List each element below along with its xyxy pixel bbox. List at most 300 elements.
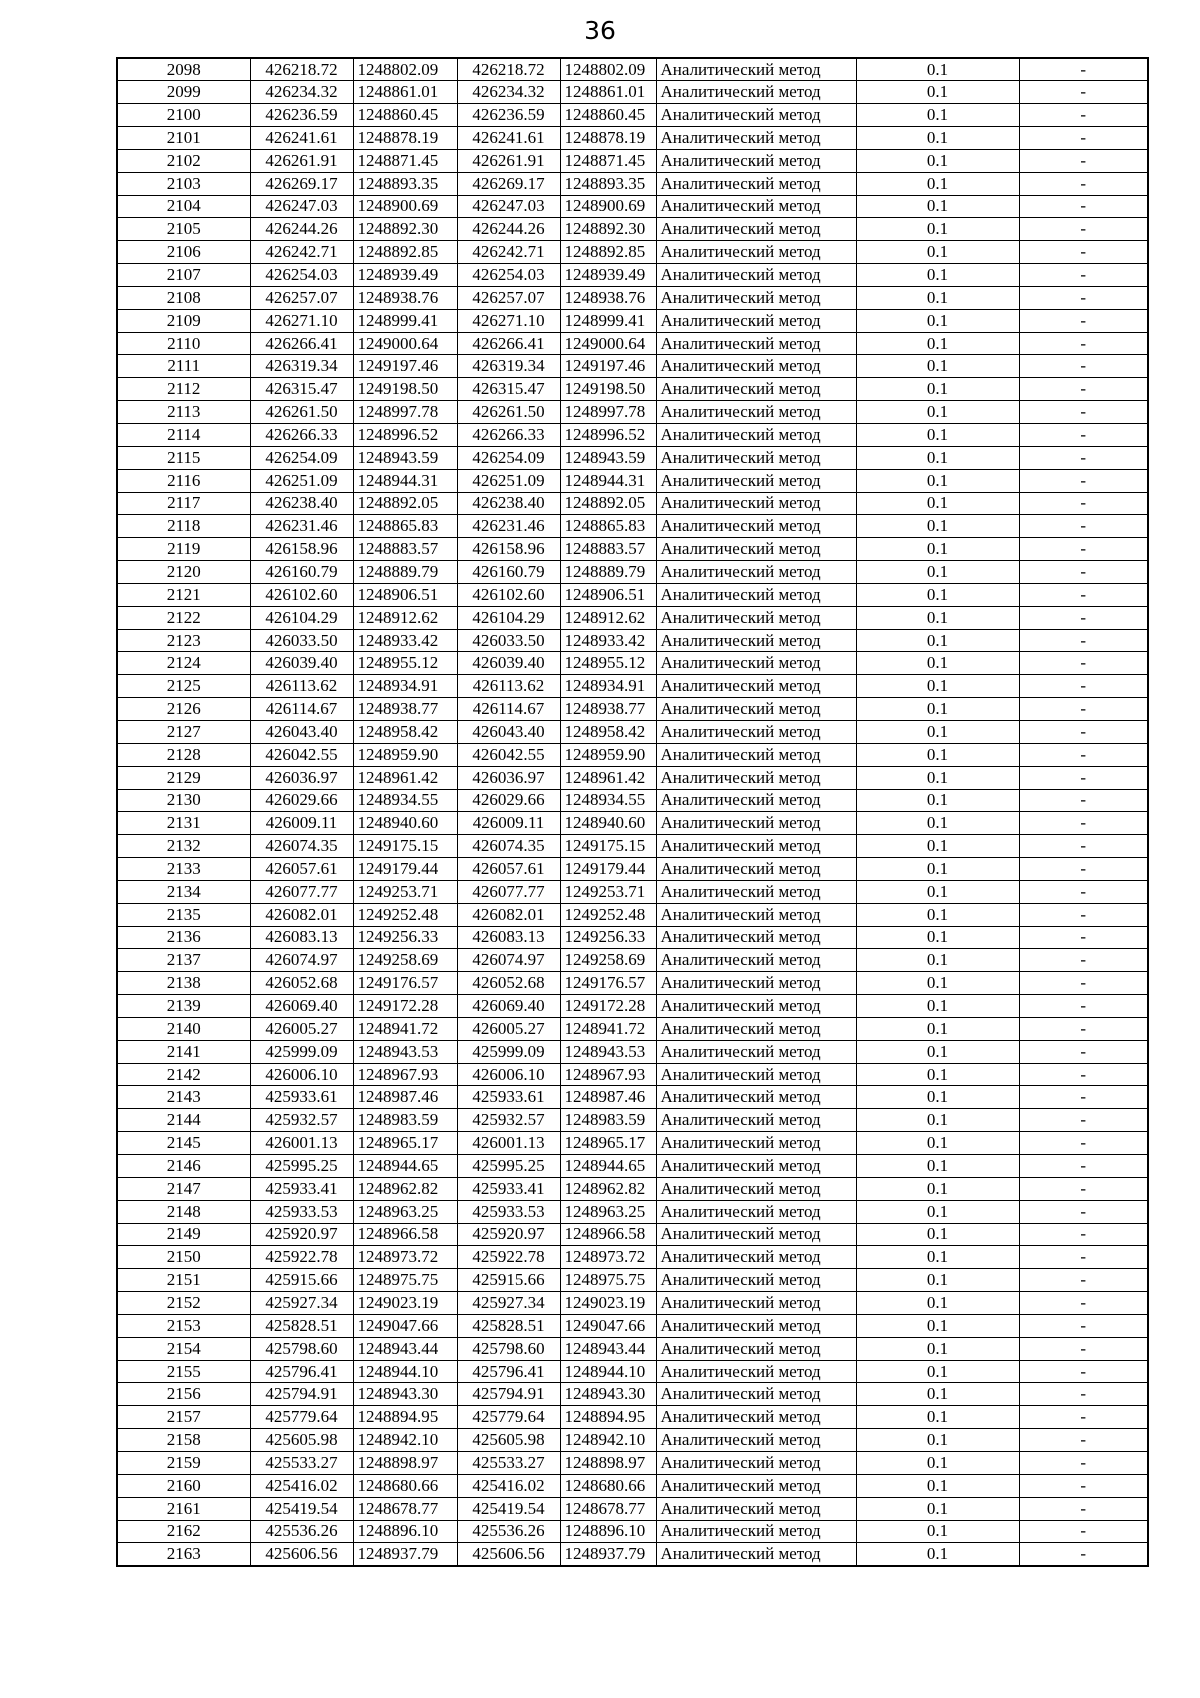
- table-row: [117, 561, 1148, 584]
- y-coordinate-2: 1248942.10: [560, 1429, 656, 1452]
- method-cell: Аналитический метод: [656, 583, 856, 606]
- dash-cell: -: [1019, 858, 1148, 881]
- accuracy-cell: 0.1: [856, 401, 1019, 424]
- x-coordinate-2: 426238.40: [457, 492, 560, 515]
- y-coordinate-2: 1249253.71: [560, 880, 656, 903]
- x-coordinate: 426269.17: [250, 172, 353, 195]
- x-coordinate-2: 425933.53: [457, 1200, 560, 1223]
- table-row: [117, 1383, 1148, 1406]
- y-coordinate: 1249198.50: [353, 378, 457, 401]
- y-coordinate: 1248938.77: [353, 698, 457, 721]
- x-coordinate: 425828.51: [250, 1314, 353, 1337]
- x-coordinate-2: 426005.27: [457, 1017, 560, 1040]
- dash-cell: -: [1019, 698, 1148, 721]
- y-coordinate: 1249258.69: [353, 949, 457, 972]
- method-cell: Аналитический метод: [656, 629, 856, 652]
- x-coordinate: 426231.46: [250, 515, 353, 538]
- point-number: 2150: [117, 1246, 250, 1269]
- method-cell: Аналитический метод: [656, 127, 856, 150]
- x-coordinate-2: 425828.51: [457, 1314, 560, 1337]
- point-number: 2136: [117, 926, 250, 949]
- y-coordinate: 1248802.09: [353, 58, 457, 81]
- x-coordinate-2: 426069.40: [457, 995, 560, 1018]
- dash-cell: -: [1019, 1223, 1148, 1246]
- table-row: [117, 1314, 1148, 1337]
- y-coordinate: 1248962.82: [353, 1177, 457, 1200]
- dash-cell: -: [1019, 1360, 1148, 1383]
- dash-cell: -: [1019, 81, 1148, 104]
- accuracy-cell: 0.1: [856, 561, 1019, 584]
- y-coordinate: 1248941.72: [353, 1017, 457, 1040]
- y-coordinate-2: 1249000.64: [560, 332, 656, 355]
- table-row: [117, 1543, 1148, 1566]
- x-coordinate-2: 426247.03: [457, 195, 560, 218]
- y-coordinate-2: 1248983.59: [560, 1109, 656, 1132]
- x-coordinate: 426266.33: [250, 424, 353, 447]
- method-cell: Аналитический метод: [656, 1292, 856, 1315]
- accuracy-cell: 0.1: [856, 355, 1019, 378]
- table-row: [117, 149, 1148, 172]
- y-coordinate-2: 1248802.09: [560, 58, 656, 81]
- table-row: [117, 1086, 1148, 1109]
- accuracy-cell: 0.1: [856, 309, 1019, 332]
- accuracy-cell: 0.1: [856, 880, 1019, 903]
- table-row: [117, 1520, 1148, 1543]
- y-coordinate-2: 1248892.85: [560, 241, 656, 264]
- accuracy-cell: 0.1: [856, 332, 1019, 355]
- y-coordinate-2: 1248965.17: [560, 1132, 656, 1155]
- method-cell: Аналитический метод: [656, 1063, 856, 1086]
- y-coordinate: 1248965.17: [353, 1132, 457, 1155]
- x-coordinate: 425915.66: [250, 1269, 353, 1292]
- page-number: 36: [584, 16, 616, 45]
- accuracy-cell: 0.1: [856, 515, 1019, 538]
- y-coordinate-2: 1248996.52: [560, 424, 656, 447]
- dash-cell: -: [1019, 515, 1148, 538]
- x-coordinate-2: 426102.60: [457, 583, 560, 606]
- x-coordinate: 426082.01: [250, 903, 353, 926]
- y-coordinate-2: 1248680.66: [560, 1474, 656, 1497]
- y-coordinate: 1249179.44: [353, 858, 457, 881]
- x-coordinate: 426057.61: [250, 858, 353, 881]
- table-row: [117, 172, 1148, 195]
- method-cell: Аналитический метод: [656, 241, 856, 264]
- x-coordinate: 426238.40: [250, 492, 353, 515]
- point-number: 2116: [117, 469, 250, 492]
- x-coordinate-2: 425915.66: [457, 1269, 560, 1292]
- method-cell: Аналитический метод: [656, 1246, 856, 1269]
- table-row: [117, 1200, 1148, 1223]
- y-coordinate-2: 1248943.59: [560, 446, 656, 469]
- accuracy-cell: 0.1: [856, 652, 1019, 675]
- dash-cell: -: [1019, 583, 1148, 606]
- x-coordinate-2: 425536.26: [457, 1520, 560, 1543]
- point-number: 2103: [117, 172, 250, 195]
- method-cell: Аналитический метод: [656, 1086, 856, 1109]
- dash-cell: -: [1019, 1543, 1148, 1566]
- dash-cell: -: [1019, 1177, 1148, 1200]
- accuracy-cell: 0.1: [856, 127, 1019, 150]
- x-coordinate: 426113.62: [250, 675, 353, 698]
- accuracy-cell: 0.1: [856, 1314, 1019, 1337]
- y-coordinate: 1248943.59: [353, 446, 457, 469]
- dash-cell: -: [1019, 469, 1148, 492]
- point-number: 2122: [117, 606, 250, 629]
- accuracy-cell: 0.1: [856, 858, 1019, 881]
- x-coordinate: 425779.64: [250, 1406, 353, 1429]
- y-coordinate: 1248889.79: [353, 561, 457, 584]
- method-cell: Аналитический метод: [656, 446, 856, 469]
- y-coordinate-2: 1248940.60: [560, 812, 656, 835]
- table-row: [117, 766, 1148, 789]
- dash-cell: -: [1019, 972, 1148, 995]
- y-coordinate: 1249023.19: [353, 1292, 457, 1315]
- table-row: [117, 1132, 1148, 1155]
- method-cell: Аналитический метод: [656, 789, 856, 812]
- y-coordinate: 1248944.10: [353, 1360, 457, 1383]
- accuracy-cell: 0.1: [856, 1474, 1019, 1497]
- y-coordinate: 1248898.97: [353, 1451, 457, 1474]
- table-row: [117, 127, 1148, 150]
- method-cell: Аналитический метод: [656, 355, 856, 378]
- dash-cell: -: [1019, 1429, 1148, 1452]
- method-cell: Аналитический метод: [656, 698, 856, 721]
- method-cell: Аналитический метод: [656, 972, 856, 995]
- method-cell: Аналитический метод: [656, 1132, 856, 1155]
- point-number: 2144: [117, 1109, 250, 1132]
- table-row: [117, 720, 1148, 743]
- accuracy-cell: 0.1: [856, 81, 1019, 104]
- point-number: 2129: [117, 766, 250, 789]
- accuracy-cell: 0.1: [856, 1246, 1019, 1269]
- point-number: 2101: [117, 127, 250, 150]
- dash-cell: -: [1019, 1017, 1148, 1040]
- accuracy-cell: 0.1: [856, 1223, 1019, 1246]
- y-coordinate: 1248934.91: [353, 675, 457, 698]
- method-cell: Аналитический метод: [656, 1474, 856, 1497]
- point-number: 2118: [117, 515, 250, 538]
- table-row: [117, 1406, 1148, 1429]
- y-coordinate-2: 1249258.69: [560, 949, 656, 972]
- method-cell: Аналитический метод: [656, 1383, 856, 1406]
- x-coordinate-2: 425932.57: [457, 1109, 560, 1132]
- point-number: 2128: [117, 743, 250, 766]
- x-coordinate: 426234.32: [250, 81, 353, 104]
- x-coordinate: 426247.03: [250, 195, 353, 218]
- point-number: 2145: [117, 1132, 250, 1155]
- y-coordinate-2: 1248878.19: [560, 127, 656, 150]
- x-coordinate-2: 426315.47: [457, 378, 560, 401]
- point-number: 2139: [117, 995, 250, 1018]
- x-coordinate-2: 426029.66: [457, 789, 560, 812]
- accuracy-cell: 0.1: [856, 606, 1019, 629]
- accuracy-cell: 0.1: [856, 766, 1019, 789]
- x-coordinate-2: 425920.97: [457, 1223, 560, 1246]
- method-cell: Аналитический метод: [656, 606, 856, 629]
- accuracy-cell: 0.1: [856, 1360, 1019, 1383]
- y-coordinate: 1248943.53: [353, 1040, 457, 1063]
- y-coordinate-2: 1248860.45: [560, 104, 656, 127]
- x-coordinate: 425606.56: [250, 1543, 353, 1566]
- dash-cell: -: [1019, 264, 1148, 287]
- x-coordinate-2: 426158.96: [457, 538, 560, 561]
- x-coordinate: 425798.60: [250, 1337, 353, 1360]
- method-cell: Аналитический метод: [656, 1155, 856, 1178]
- x-coordinate-2: 426254.03: [457, 264, 560, 287]
- x-coordinate: 425995.25: [250, 1155, 353, 1178]
- x-coordinate-2: 425419.54: [457, 1497, 560, 1520]
- table-row: [117, 606, 1148, 629]
- x-coordinate: 425999.09: [250, 1040, 353, 1063]
- y-coordinate: 1249172.28: [353, 995, 457, 1018]
- x-coordinate-2: 425933.61: [457, 1086, 560, 1109]
- method-cell: Аналитический метод: [656, 1337, 856, 1360]
- dash-cell: -: [1019, 561, 1148, 584]
- dash-cell: -: [1019, 58, 1148, 81]
- x-coordinate: 426261.91: [250, 149, 353, 172]
- table-row: [117, 858, 1148, 881]
- table-row: [117, 332, 1148, 355]
- dash-cell: -: [1019, 1132, 1148, 1155]
- table-row: [117, 378, 1148, 401]
- dash-cell: -: [1019, 675, 1148, 698]
- y-coordinate: 1248942.10: [353, 1429, 457, 1452]
- y-coordinate-2: 1248975.75: [560, 1269, 656, 1292]
- point-number: 2100: [117, 104, 250, 127]
- x-coordinate-2: 426114.67: [457, 698, 560, 721]
- point-number: 2120: [117, 561, 250, 584]
- method-cell: Аналитический метод: [656, 1451, 856, 1474]
- table-row: [117, 698, 1148, 721]
- x-coordinate-2: 425416.02: [457, 1474, 560, 1497]
- y-coordinate: 1248900.69: [353, 195, 457, 218]
- x-coordinate-2: 426113.62: [457, 675, 560, 698]
- table-row: [117, 1040, 1148, 1063]
- y-coordinate: 1248934.55: [353, 789, 457, 812]
- x-coordinate: 426104.29: [250, 606, 353, 629]
- accuracy-cell: 0.1: [856, 1200, 1019, 1223]
- point-number: 2125: [117, 675, 250, 698]
- x-coordinate-2: 425796.41: [457, 1360, 560, 1383]
- y-coordinate: 1248987.46: [353, 1086, 457, 1109]
- y-coordinate-2: 1248944.31: [560, 469, 656, 492]
- point-number: 2127: [117, 720, 250, 743]
- table-row: [117, 949, 1148, 972]
- y-coordinate-2: 1248963.25: [560, 1200, 656, 1223]
- point-number: 2161: [117, 1497, 250, 1520]
- table-row: [117, 835, 1148, 858]
- table-row: [117, 355, 1148, 378]
- dash-cell: -: [1019, 1040, 1148, 1063]
- dash-cell: -: [1019, 926, 1148, 949]
- x-coordinate: 426029.66: [250, 789, 353, 812]
- x-coordinate-2: 425779.64: [457, 1406, 560, 1429]
- point-number: 2162: [117, 1520, 250, 1543]
- table-row: [117, 1246, 1148, 1269]
- y-coordinate: 1248680.66: [353, 1474, 457, 1497]
- method-cell: Аналитический метод: [656, 561, 856, 584]
- dash-cell: -: [1019, 720, 1148, 743]
- point-number: 2153: [117, 1314, 250, 1337]
- accuracy-cell: 0.1: [856, 835, 1019, 858]
- dash-cell: -: [1019, 1337, 1148, 1360]
- y-coordinate-2: 1248999.41: [560, 309, 656, 332]
- x-coordinate: 426158.96: [250, 538, 353, 561]
- x-coordinate: 426254.03: [250, 264, 353, 287]
- y-coordinate-2: 1248955.12: [560, 652, 656, 675]
- dash-cell: -: [1019, 789, 1148, 812]
- point-number: 2154: [117, 1337, 250, 1360]
- table-row: [117, 926, 1148, 949]
- method-cell: Аналитический метод: [656, 469, 856, 492]
- y-coordinate-2: 1248861.01: [560, 81, 656, 104]
- y-coordinate-2: 1248987.46: [560, 1086, 656, 1109]
- x-coordinate-2: 426077.77: [457, 880, 560, 903]
- x-coordinate-2: 426052.68: [457, 972, 560, 995]
- y-coordinate-2: 1249175.15: [560, 835, 656, 858]
- x-coordinate: 426009.11: [250, 812, 353, 835]
- y-coordinate-2: 1248943.53: [560, 1040, 656, 1063]
- point-number: 2112: [117, 378, 250, 401]
- x-coordinate-2: 425933.41: [457, 1177, 560, 1200]
- table-row: [117, 1269, 1148, 1292]
- y-coordinate: 1248996.52: [353, 424, 457, 447]
- x-coordinate: 426043.40: [250, 720, 353, 743]
- dash-cell: -: [1019, 949, 1148, 972]
- method-cell: Аналитический метод: [656, 675, 856, 698]
- accuracy-cell: 0.1: [856, 172, 1019, 195]
- dash-cell: -: [1019, 1451, 1148, 1474]
- y-coordinate: 1248883.57: [353, 538, 457, 561]
- method-cell: Аналитический метод: [656, 1040, 856, 1063]
- method-cell: Аналитический метод: [656, 1223, 856, 1246]
- y-coordinate-2: 1249172.28: [560, 995, 656, 1018]
- y-coordinate-2: 1248889.79: [560, 561, 656, 584]
- point-number: 2141: [117, 1040, 250, 1063]
- y-coordinate-2: 1248898.97: [560, 1451, 656, 1474]
- point-number: 2163: [117, 1543, 250, 1566]
- accuracy-cell: 0.1: [856, 492, 1019, 515]
- y-coordinate: 1248944.65: [353, 1155, 457, 1178]
- point-number: 2113: [117, 401, 250, 424]
- method-cell: Аналитический метод: [656, 401, 856, 424]
- point-number: 2156: [117, 1383, 250, 1406]
- point-number: 2142: [117, 1063, 250, 1086]
- x-coordinate: 425533.27: [250, 1451, 353, 1474]
- x-coordinate: 426254.09: [250, 446, 353, 469]
- method-cell: Аналитический метод: [656, 264, 856, 287]
- y-coordinate: 1248975.75: [353, 1269, 457, 1292]
- table-row: [117, 1474, 1148, 1497]
- method-cell: Аналитический метод: [656, 1497, 856, 1520]
- accuracy-cell: 0.1: [856, 195, 1019, 218]
- dash-cell: -: [1019, 1314, 1148, 1337]
- accuracy-cell: 0.1: [856, 149, 1019, 172]
- y-coordinate: 1249047.66: [353, 1314, 457, 1337]
- point-number: 2132: [117, 835, 250, 858]
- table-row: [117, 401, 1148, 424]
- x-coordinate-2: 426241.61: [457, 127, 560, 150]
- point-number: 2104: [117, 195, 250, 218]
- y-coordinate: 1248961.42: [353, 766, 457, 789]
- x-coordinate: 426074.97: [250, 949, 353, 972]
- x-coordinate-2: 426033.50: [457, 629, 560, 652]
- x-coordinate-2: 426083.13: [457, 926, 560, 949]
- method-cell: Аналитический метод: [656, 492, 856, 515]
- x-coordinate: 426042.55: [250, 743, 353, 766]
- method-cell: Аналитический метод: [656, 949, 856, 972]
- dash-cell: -: [1019, 995, 1148, 1018]
- method-cell: Аналитический метод: [656, 149, 856, 172]
- point-number: 2155: [117, 1360, 250, 1383]
- x-coordinate: 426083.13: [250, 926, 353, 949]
- x-coordinate: 426033.50: [250, 629, 353, 652]
- method-cell: Аналитический метод: [656, 1017, 856, 1040]
- table-row: [117, 81, 1148, 104]
- x-coordinate: 426271.10: [250, 309, 353, 332]
- x-coordinate-2: 425533.27: [457, 1451, 560, 1474]
- x-coordinate: 426251.09: [250, 469, 353, 492]
- accuracy-cell: 0.1: [856, 446, 1019, 469]
- y-coordinate-2: 1248973.72: [560, 1246, 656, 1269]
- accuracy-cell: 0.1: [856, 1451, 1019, 1474]
- accuracy-cell: 0.1: [856, 720, 1019, 743]
- accuracy-cell: 0.1: [856, 218, 1019, 241]
- table-row: [117, 1223, 1148, 1246]
- dash-cell: -: [1019, 880, 1148, 903]
- x-coordinate-2: 426160.79: [457, 561, 560, 584]
- method-cell: Аналитический метод: [656, 1543, 856, 1566]
- x-coordinate-2: 426266.41: [457, 332, 560, 355]
- x-coordinate-2: 426319.34: [457, 355, 560, 378]
- y-coordinate: 1248943.44: [353, 1337, 457, 1360]
- accuracy-cell: 0.1: [856, 949, 1019, 972]
- table-row: [117, 1451, 1148, 1474]
- x-coordinate-2: 426254.09: [457, 446, 560, 469]
- accuracy-cell: 0.1: [856, 1543, 1019, 1566]
- y-coordinate-2: 1248943.44: [560, 1337, 656, 1360]
- y-coordinate: 1248999.41: [353, 309, 457, 332]
- method-cell: Аналитический метод: [656, 332, 856, 355]
- x-coordinate-2: 426057.61: [457, 858, 560, 881]
- x-coordinate-2: 425927.34: [457, 1292, 560, 1315]
- y-coordinate-2: 1248900.69: [560, 195, 656, 218]
- x-coordinate-2: 426039.40: [457, 652, 560, 675]
- y-coordinate: 1248892.30: [353, 218, 457, 241]
- x-coordinate: 426236.59: [250, 104, 353, 127]
- x-coordinate-2: 426082.01: [457, 903, 560, 926]
- dash-cell: -: [1019, 766, 1148, 789]
- method-cell: Аналитический метод: [656, 172, 856, 195]
- y-coordinate: 1248983.59: [353, 1109, 457, 1132]
- x-coordinate-2: 426234.32: [457, 81, 560, 104]
- y-coordinate-2: 1249198.50: [560, 378, 656, 401]
- y-coordinate-2: 1248959.90: [560, 743, 656, 766]
- point-number: 2126: [117, 698, 250, 721]
- accuracy-cell: 0.1: [856, 286, 1019, 309]
- x-coordinate-2: 426074.97: [457, 949, 560, 972]
- table-row: [117, 218, 1148, 241]
- dash-cell: -: [1019, 172, 1148, 195]
- y-coordinate-2: 1248883.57: [560, 538, 656, 561]
- dash-cell: -: [1019, 424, 1148, 447]
- x-coordinate-2: 426269.17: [457, 172, 560, 195]
- table-row: [117, 492, 1148, 515]
- y-coordinate: 1248955.12: [353, 652, 457, 675]
- dash-cell: -: [1019, 378, 1148, 401]
- accuracy-cell: 0.1: [856, 1520, 1019, 1543]
- x-coordinate: 426257.07: [250, 286, 353, 309]
